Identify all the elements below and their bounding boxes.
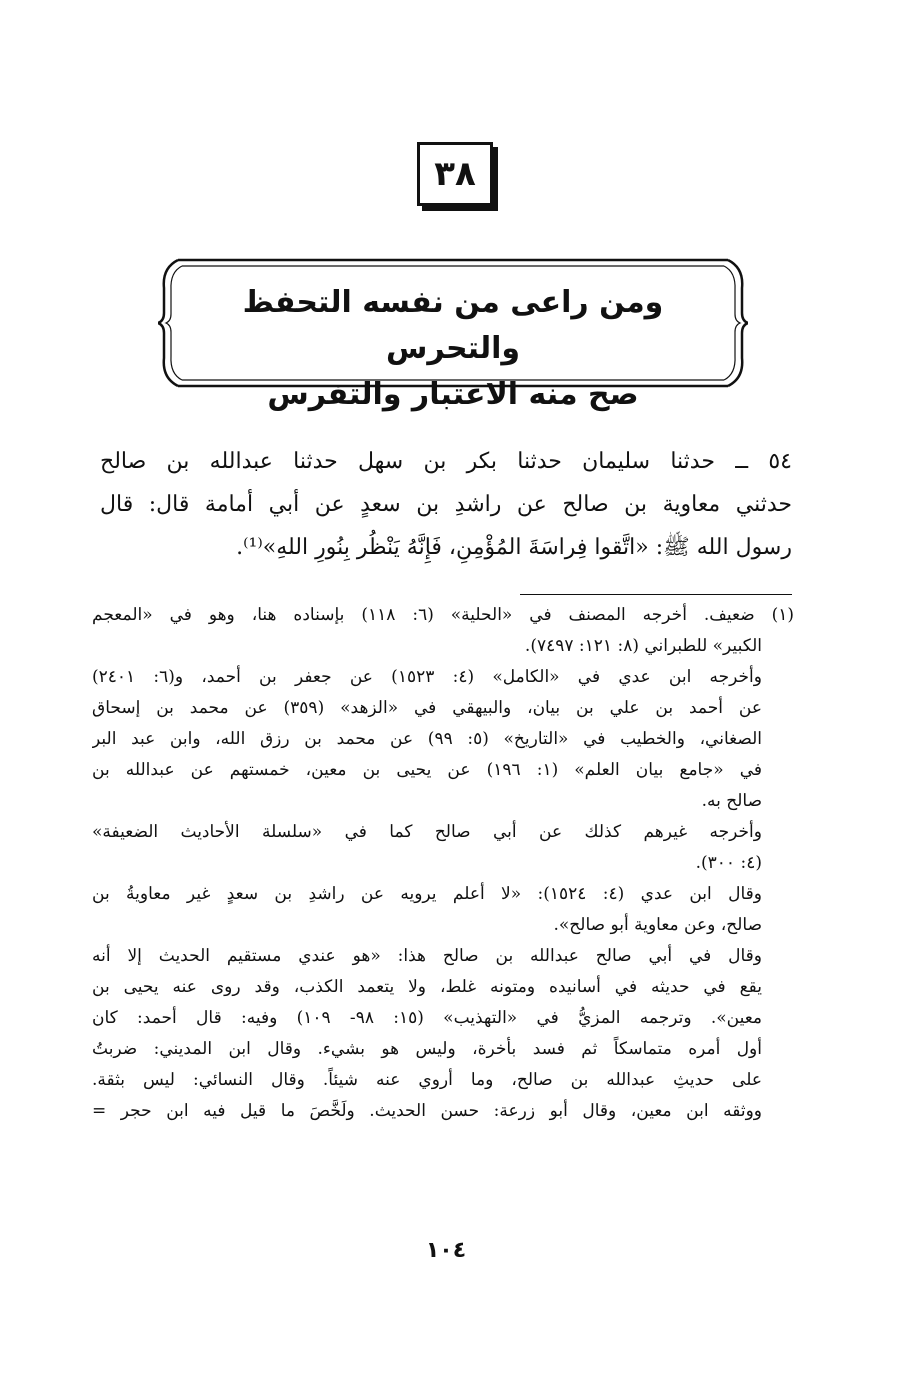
chapter-title-frame <box>158 258 748 412</box>
footnote-line: (٤: ٣٠٠). <box>695 853 762 873</box>
footnote-line: وقال في أبي صالح عبدالله بن صالح هذا: «هو عندي مستقيم الحديث إلا أنه <box>92 946 762 966</box>
hadith-line: حدثني معاوية بن صالح عن راشدِ بن سعدٍ عن أبي أمامة قال: قال <box>100 492 792 517</box>
page-number: ١٠٤ <box>425 1238 467 1263</box>
footnote-line: وأخرجه غيرهم كذلك عن أبي صالح كما في «سلسلة الأحاديث الضعيفة» <box>92 822 762 842</box>
hadith-line: ٥٤ ــ حدثنا سليمان حدثنا بكر بن سهل حدثنا عبدالله بن صالح <box>100 449 792 474</box>
chapter-title-line-2: صح منه الاعتبار والتفرس <box>267 377 639 412</box>
footnote-line: الكبير» للطبراني (٨: ١٢١: ٧٤٩٧). <box>524 636 762 656</box>
footnote-line: عن أحمد بن علي بن بيان، والبيهقي في «الزهد» (٣٥٩) عن محمد بن إسحاق <box>92 698 762 718</box>
footnote-line: صالح، وعن معاوية أبو صالح». <box>553 915 762 935</box>
footnote-line: في «جامع بيان العلم» (١: ١٩٦) عن يحيى بن معين، خمستهم عن عبدالله بن <box>92 760 763 780</box>
footnote-line: وأخرجه ابن عدي في «الكامل» (٤: ١٥٢٣) عن جعفر بن أحمد، و(٦: ٢٤٠١) <box>92 667 762 687</box>
footnote-separator <box>520 594 792 595</box>
chapter-number-box <box>417 142 493 206</box>
footnotes <box>92 600 794 1127</box>
footnote-line: أول أمره متماسكاً ثم فسد بأخرة، وليس هو بشيء. وقال ابن المديني: ضربتُ <box>92 1039 762 1059</box>
chapter-title <box>188 280 718 418</box>
footnote-line: يقع في حديثه في أسانيده ومتونه غلط، ولا يتعمد الكذب، وقد روى عنه يحيى بن <box>92 977 762 997</box>
hadith-line: رسول الله ﷺ: «اتَّقوا فِراسَةَ المُؤْمِنِ، فَإِنَّهُ يَنْظُر بِنُورِ اللهِ»⁽¹⁾. <box>236 535 792 560</box>
footnote-line: معين». وترجمه المزيُّ في «التهذيب» (١٥: ٩٨- ١٠٩) وفيه: قال أحمد: كان <box>92 1008 763 1028</box>
chapter-number: ٣٨ <box>434 154 476 194</box>
footnote-line: (١) ضعيف. أخرجه المصنف في «الحلية» (٦: ١١٨) بإسناده هنا، وهو في «المعجم <box>92 605 794 625</box>
hadith-text <box>100 440 792 569</box>
footnote-line: على حديثِ عبدالله بن صالح، وما أروي عنه شيئاً. وقال النسائي: ليس بثقة. <box>92 1070 762 1090</box>
footnote-line: ووثقه ابن معين، وقال أبو زرعة: حسن الحديث. ولَخَّصَ ما قيل فيه ابن حجر = <box>92 1101 762 1121</box>
chapter-title-line-1: ومن راعى من نفسه التحفظ والتحرس <box>242 285 664 366</box>
footnote-line: الصغاني، والخطيب في «التاريخ» (٥: ٩٩) عن محمد بن رزق الله، وابن عبد البر <box>92 729 762 749</box>
footnote-line: صالح به. <box>701 791 762 811</box>
footnote-line: وقال ابن عدي (٤: ١٥٢٤): «لا أعلم يرويه عن راشدِ بن سعدٍ غير معاويةُ بن <box>92 884 762 904</box>
